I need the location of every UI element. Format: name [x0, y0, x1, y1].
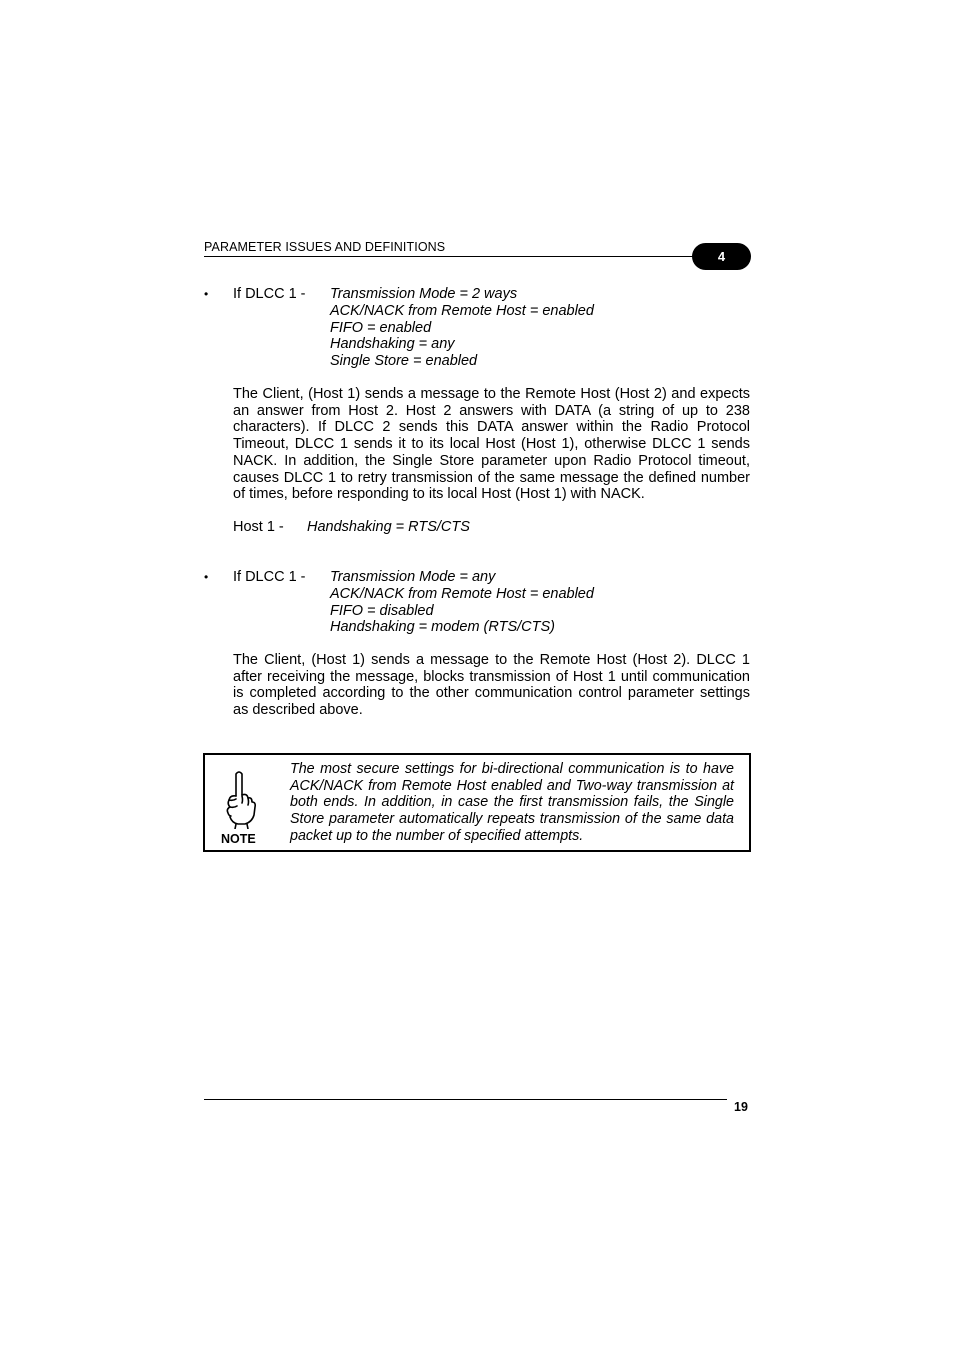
- setting-line: Handshaking = modem (RTS/CTS): [330, 619, 555, 636]
- setting-line: Handshaking = any: [330, 336, 455, 353]
- host-label: Host 1 -: [233, 519, 284, 535]
- paragraph-bullet-2: The Client, (Host 1) sends a message to the Remote Host (Host 2). DLCC 1 after receiving the message, blocks transmission of Host 1 until communication is completed according to the other communication control parameter settings as described above.: [233, 652, 750, 719]
- page-number: 19: [734, 1100, 748, 1114]
- bullet-dot: •: [204, 570, 209, 584]
- settings-list: [330, 286, 594, 370]
- footer-rule: [204, 1099, 727, 1100]
- section-header-title: PARAMETER ISSUES AND DEFINITIONS: [204, 240, 446, 254]
- bullet-dot: •: [204, 287, 209, 301]
- host-value: Handshaking = RTS/CTS: [307, 519, 470, 535]
- paragraph-bullet-1: The Client, (Host 1) sends a message to the Remote Host (Host 2) and expects an answer from Host 2. Host 2 answers with DATA (a string of up to 238 characters). If DLCC 2 sends this DATA answer within the Radio Protocol Timeout, DLCC 1 sends it to its local Host (Host 1), otherwise DLCC 1 sends NACK. In addition, the Single Store parameter upon Radio Protocol timeout, causes DLCC 1 to retry transmission of the same message the defined number of times, before responding to its local Host (Host 1) with NACK.: [233, 386, 750, 503]
- note-box: [203, 753, 751, 852]
- chapter-badge: 4: [692, 243, 751, 270]
- note-text: The most secure settings for bi-directional communication is to have ACK/NACK from Remote Host enabled and Two-way transmission at both ends. In addition, in case the first transmission fails, the Single Store parameter automatically repeats transmission of the same data packet up to the number of specified attempts.: [290, 761, 734, 844]
- condition-label: If DLCC 1 -: [233, 286, 306, 302]
- setting-line: Single Store = enabled: [330, 353, 478, 370]
- note-label: NOTE: [221, 832, 256, 846]
- condition-label: If DLCC 1 -: [233, 569, 306, 585]
- header-rule: [204, 256, 704, 257]
- pointing-hand-icon: [223, 769, 257, 829]
- setting-line: ACK/NACK from Remote Host = enabled: [330, 585, 594, 602]
- setting-line: ACK/NACK from Remote Host = enabled: [330, 302, 594, 319]
- setting-line: Transmission Mode = any: [330, 569, 496, 585]
- setting-line: Transmission Mode = 2 ways: [330, 286, 518, 302]
- setting-line: FIFO = disabled: [330, 602, 434, 619]
- setting-line: FIFO = enabled: [330, 319, 432, 336]
- host-setting-line: [233, 519, 470, 535]
- settings-list: [330, 569, 594, 636]
